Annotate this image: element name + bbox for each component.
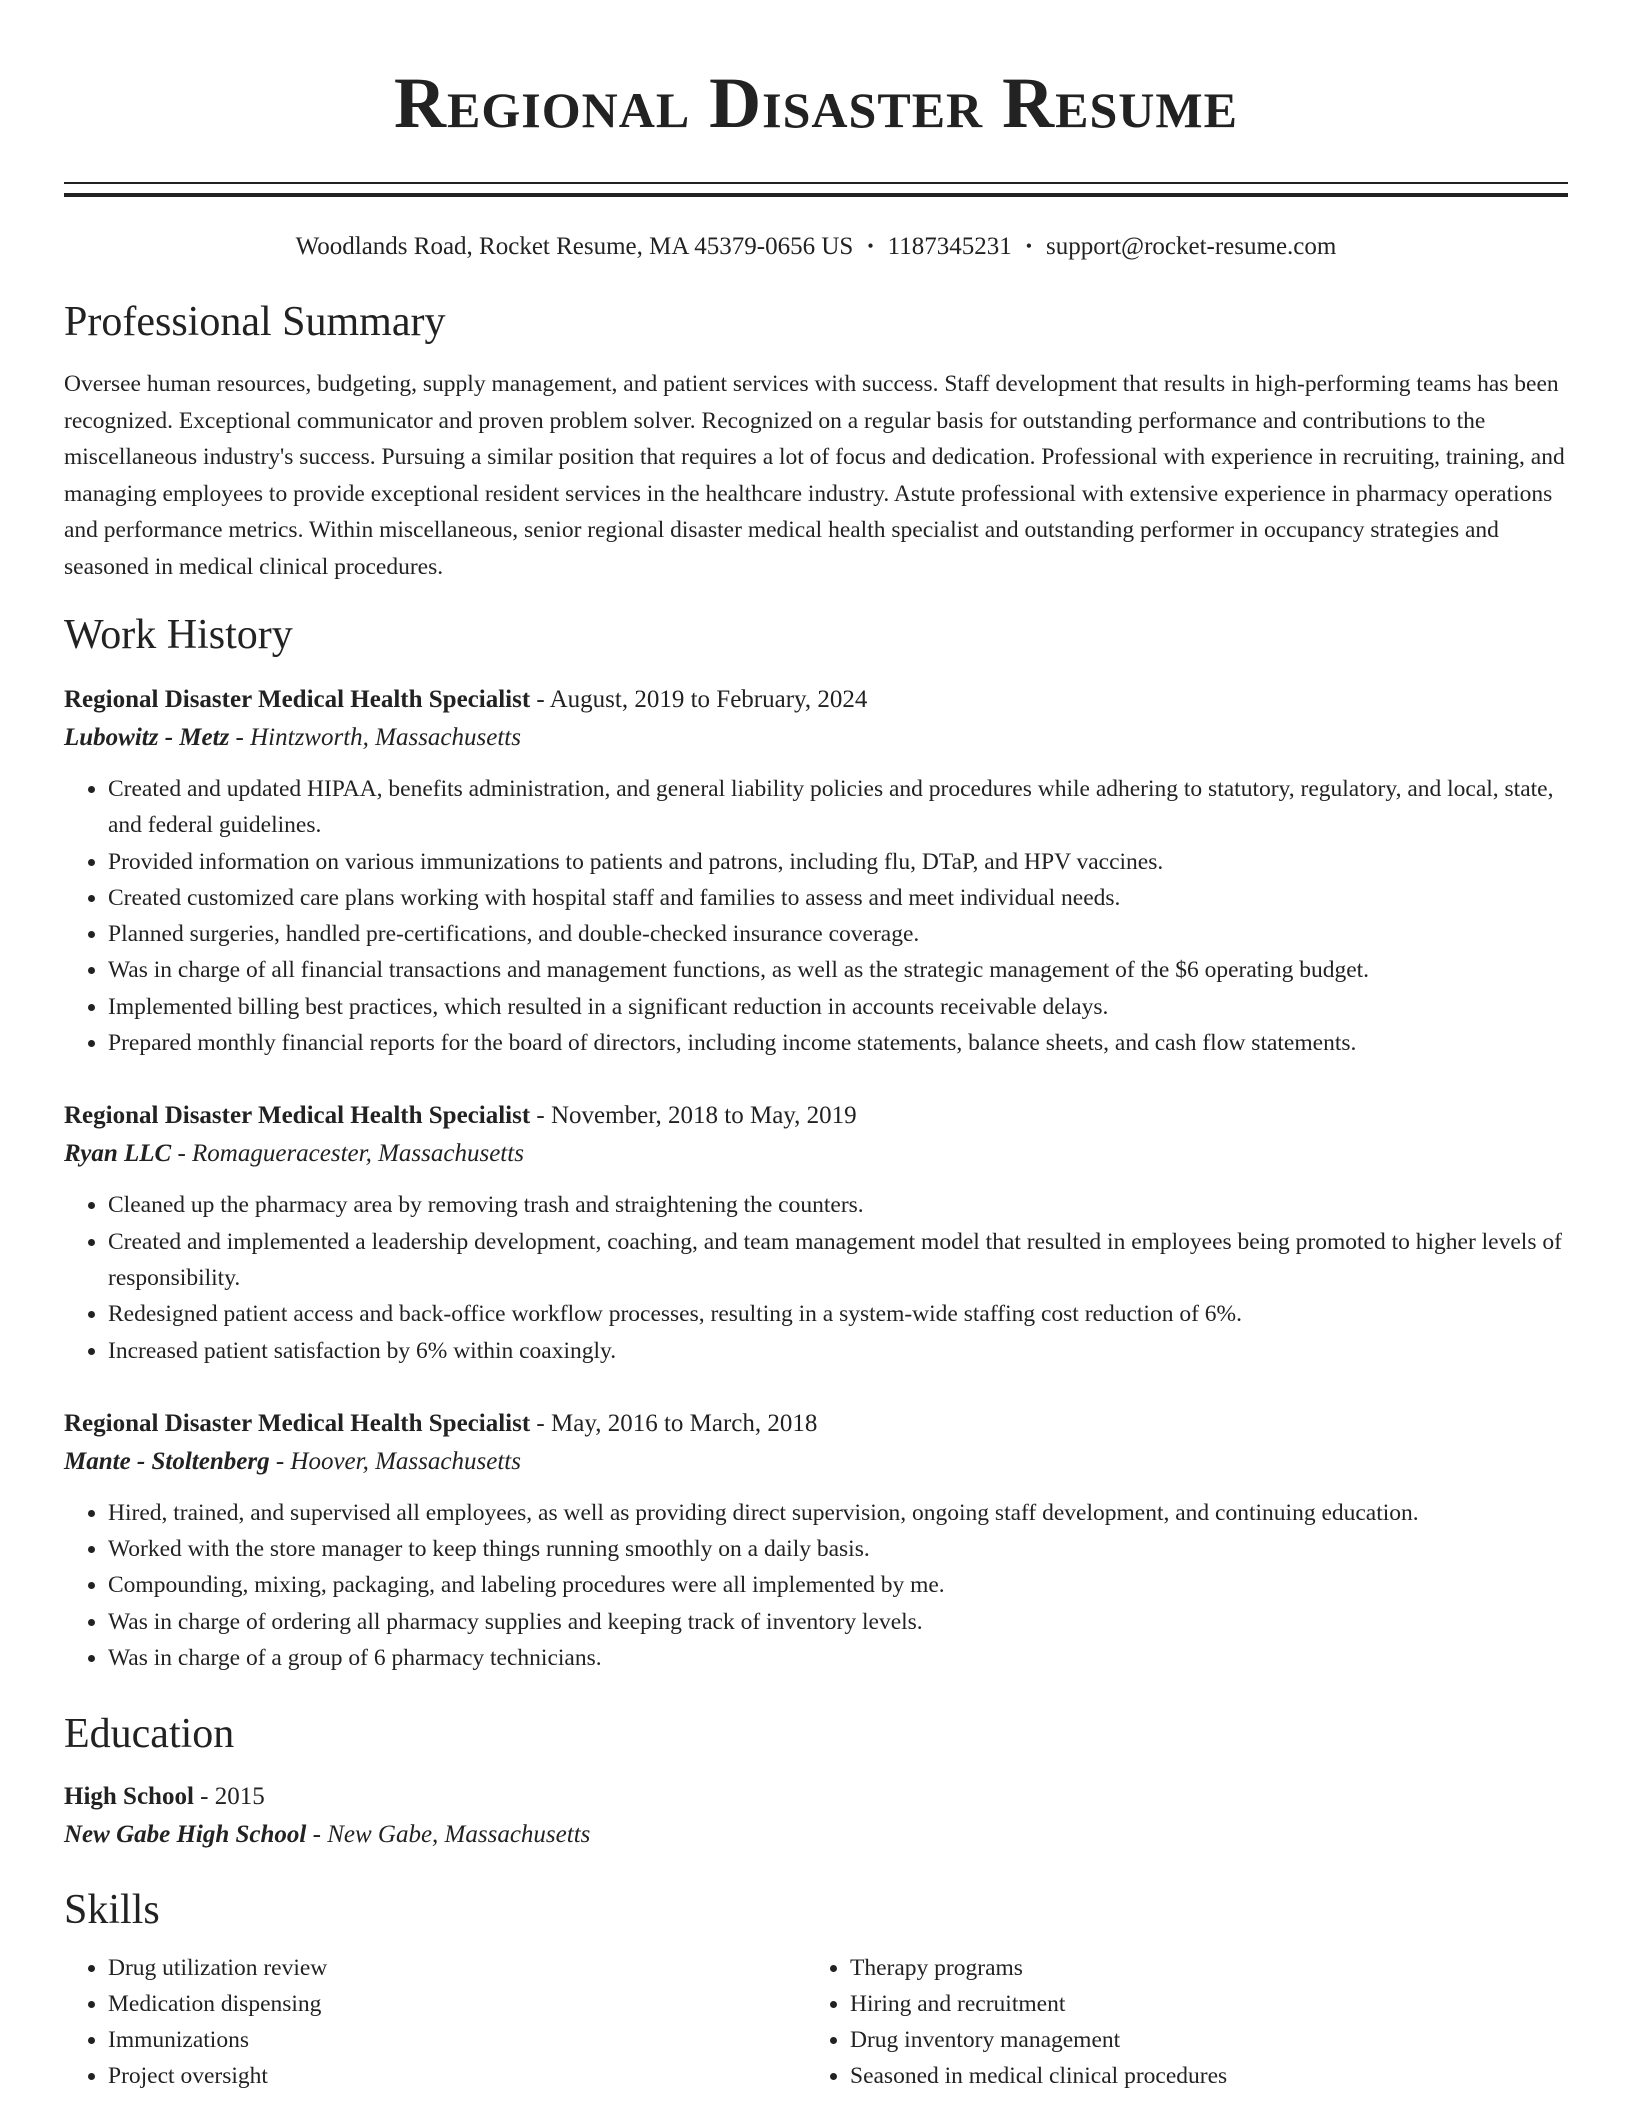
- job-heading: [64, 1405, 1568, 1443]
- skill-item: • Therapy programs: [850, 1950, 1548, 1986]
- job-location: - Hoover, Massachusetts: [269, 1447, 521, 1475]
- job-entry: [64, 681, 1568, 1061]
- education-entry: [64, 1778, 1568, 1854]
- skill-item: • Project oversight: [108, 2058, 806, 2094]
- job-bullet: • Created customized care plans working with hospital staff and families to assess and meet individual needs.: [108, 880, 1568, 916]
- summary-text: Oversee human resources, budgeting, supply management, and patient services with success. Staff development that results in high-performing teams has been recognized. Exceptional communicator and proven problem solver. Recognized on a regular basis for outstanding performance and contributions to the miscellaneous industry's success. Pursuing a similar position that requires a lot of focus and dedication. Professional with experience in recruiting, training, and managing employees to provide exceptional resident services in the healthcare industry. Astute professional with extensive experience in pharmacy operations and performance metrics. Within miscellaneous, senior regional disaster medical health specialist and outstanding performer in occupancy strategies and seasoned in medical clinical procedures.: [64, 371, 1565, 580]
- job-entry: [64, 1097, 1568, 1368]
- job-dates: - November, 2018 to May, 2019: [530, 1102, 857, 1130]
- job-employer: [64, 719, 1568, 757]
- skills-heading: Skills: [64, 1887, 160, 1934]
- job-company: Ryan LLC: [64, 1140, 172, 1168]
- education-year: - 2015: [193, 1783, 265, 1811]
- education-heading: Education: [64, 1711, 235, 1758]
- education-degree: High School: [64, 1783, 194, 1811]
- job-bullet: • Was in charge of ordering all pharmacy supplies and keeping track of inventory levels.: [108, 1604, 1568, 1640]
- resume-name: Regional Disaster Resume: [394, 63, 1238, 143]
- job-bullet: • Planned surgeries, handled pre-certifications, and double-checked insurance coverage.: [108, 916, 1568, 952]
- contact-email: support@rocket-resume.com: [1046, 233, 1337, 260]
- job-bullet: • Increased patient satisfaction by 6% within coaxingly.: [108, 1333, 1568, 1369]
- job-dates: - May, 2016 to March, 2018: [530, 1409, 818, 1437]
- skill-item: • Drug inventory management: [850, 2022, 1548, 2058]
- job-bullet: • Hired, trained, and supervised all employees, as well as providing direct supervision, ongoing staff development, and continuing education.: [108, 1495, 1568, 1531]
- skills-column-left: [64, 1950, 806, 2094]
- work-history-heading: Work History: [64, 612, 293, 658]
- job-bullet: • Redesigned patient access and back-office workflow processes, resulting in a system-wide staffing cost reduction of 6%.: [108, 1296, 1568, 1332]
- contact-line: [64, 231, 1568, 262]
- contact-separator: •: [867, 236, 874, 256]
- job-bullet: • Implemented billing best practices, which resulted in a significant reduction in accounts receivable delays.: [108, 989, 1568, 1025]
- job-company: Lubowitz - Metz: [64, 724, 230, 751]
- job-location: - Hintzworth, Massachusetts: [229, 724, 521, 751]
- skill-item: • Medication dispensing: [108, 1986, 806, 2022]
- education-school-line: [64, 1816, 1568, 1854]
- job-bullet: • Compounding, mixing, packaging, and labeling procedures were all implemented by me.: [108, 1567, 1568, 1603]
- job-company: Mante - Stoltenberg: [64, 1447, 270, 1475]
- job-dates: - August, 2019 to February, 2024: [530, 686, 868, 713]
- skill-item: • Drug utilization review: [108, 1950, 806, 1986]
- job-bullet: • Created and implemented a leadership development, coaching, and team management model that resulted in employees being promoted to higher levels of responsibility.: [108, 1224, 1568, 1297]
- job-title: Regional Disaster Medical Health Specialist: [64, 686, 531, 713]
- job-bullets: [64, 771, 1568, 1061]
- summary-heading: Professional Summary: [64, 299, 446, 345]
- job-bullet: • Provided information on various immunizations to patients and patrons, including flu, DTaP, and HPV vaccines.: [108, 844, 1568, 880]
- job-heading: [64, 1097, 1568, 1135]
- education-school: New Gabe High School: [64, 1821, 307, 1849]
- job-employer: [64, 1443, 1568, 1481]
- job-heading: [64, 681, 1568, 719]
- contact-address: Woodlands Road, Rocket Resume, MA 45379-0656 US: [295, 233, 854, 260]
- header-double-rule: [64, 182, 1568, 197]
- job-bullet: • Was in charge of all financial transactions and management functions, as well as the strategic management of the $6 operating budget.: [108, 952, 1568, 988]
- job-location: - Romagueracester, Massachusetts: [171, 1140, 524, 1168]
- skills-column-right: [806, 1950, 1548, 2094]
- job-title: Regional Disaster Medical Health Specialist: [64, 1409, 531, 1437]
- job-bullets: [64, 1187, 1568, 1368]
- contact-phone: 1187345231: [887, 233, 1012, 260]
- education-location: - New Gabe, Massachusetts: [306, 1821, 591, 1849]
- job-bullet: • Worked with the store manager to keep things running smoothly on a daily basis.: [108, 1531, 1568, 1567]
- job-entry: [64, 1405, 1568, 1676]
- job-bullet: • Cleaned up the pharmacy area by removing trash and straightening the counters.: [108, 1187, 1568, 1223]
- job-bullets: [64, 1495, 1568, 1676]
- job-bullet: • Prepared monthly financial reports for the board of directors, including income statements, balance sheets, and cash flow statements.: [108, 1025, 1568, 1061]
- skill-item: • Hiring and recruitment: [850, 1986, 1548, 2022]
- education-heading-line: [64, 1778, 1568, 1816]
- job-title: Regional Disaster Medical Health Specialist: [64, 1102, 531, 1130]
- job-bullet: • Created and updated HIPAA, benefits administration, and general liability policies and procedures while adhering to statutory, regulatory, and local, state, and federal guidelines.: [108, 771, 1568, 844]
- skill-item: • Seasoned in medical clinical procedures: [850, 2058, 1548, 2094]
- skill-item: • Immunizations: [108, 2022, 806, 2058]
- job-bullet: • Was in charge of a group of 6 pharmacy technicians.: [108, 1640, 1568, 1676]
- job-employer: [64, 1135, 1568, 1173]
- contact-separator: •: [1025, 236, 1033, 256]
- skills-grid: [64, 1950, 1568, 2094]
